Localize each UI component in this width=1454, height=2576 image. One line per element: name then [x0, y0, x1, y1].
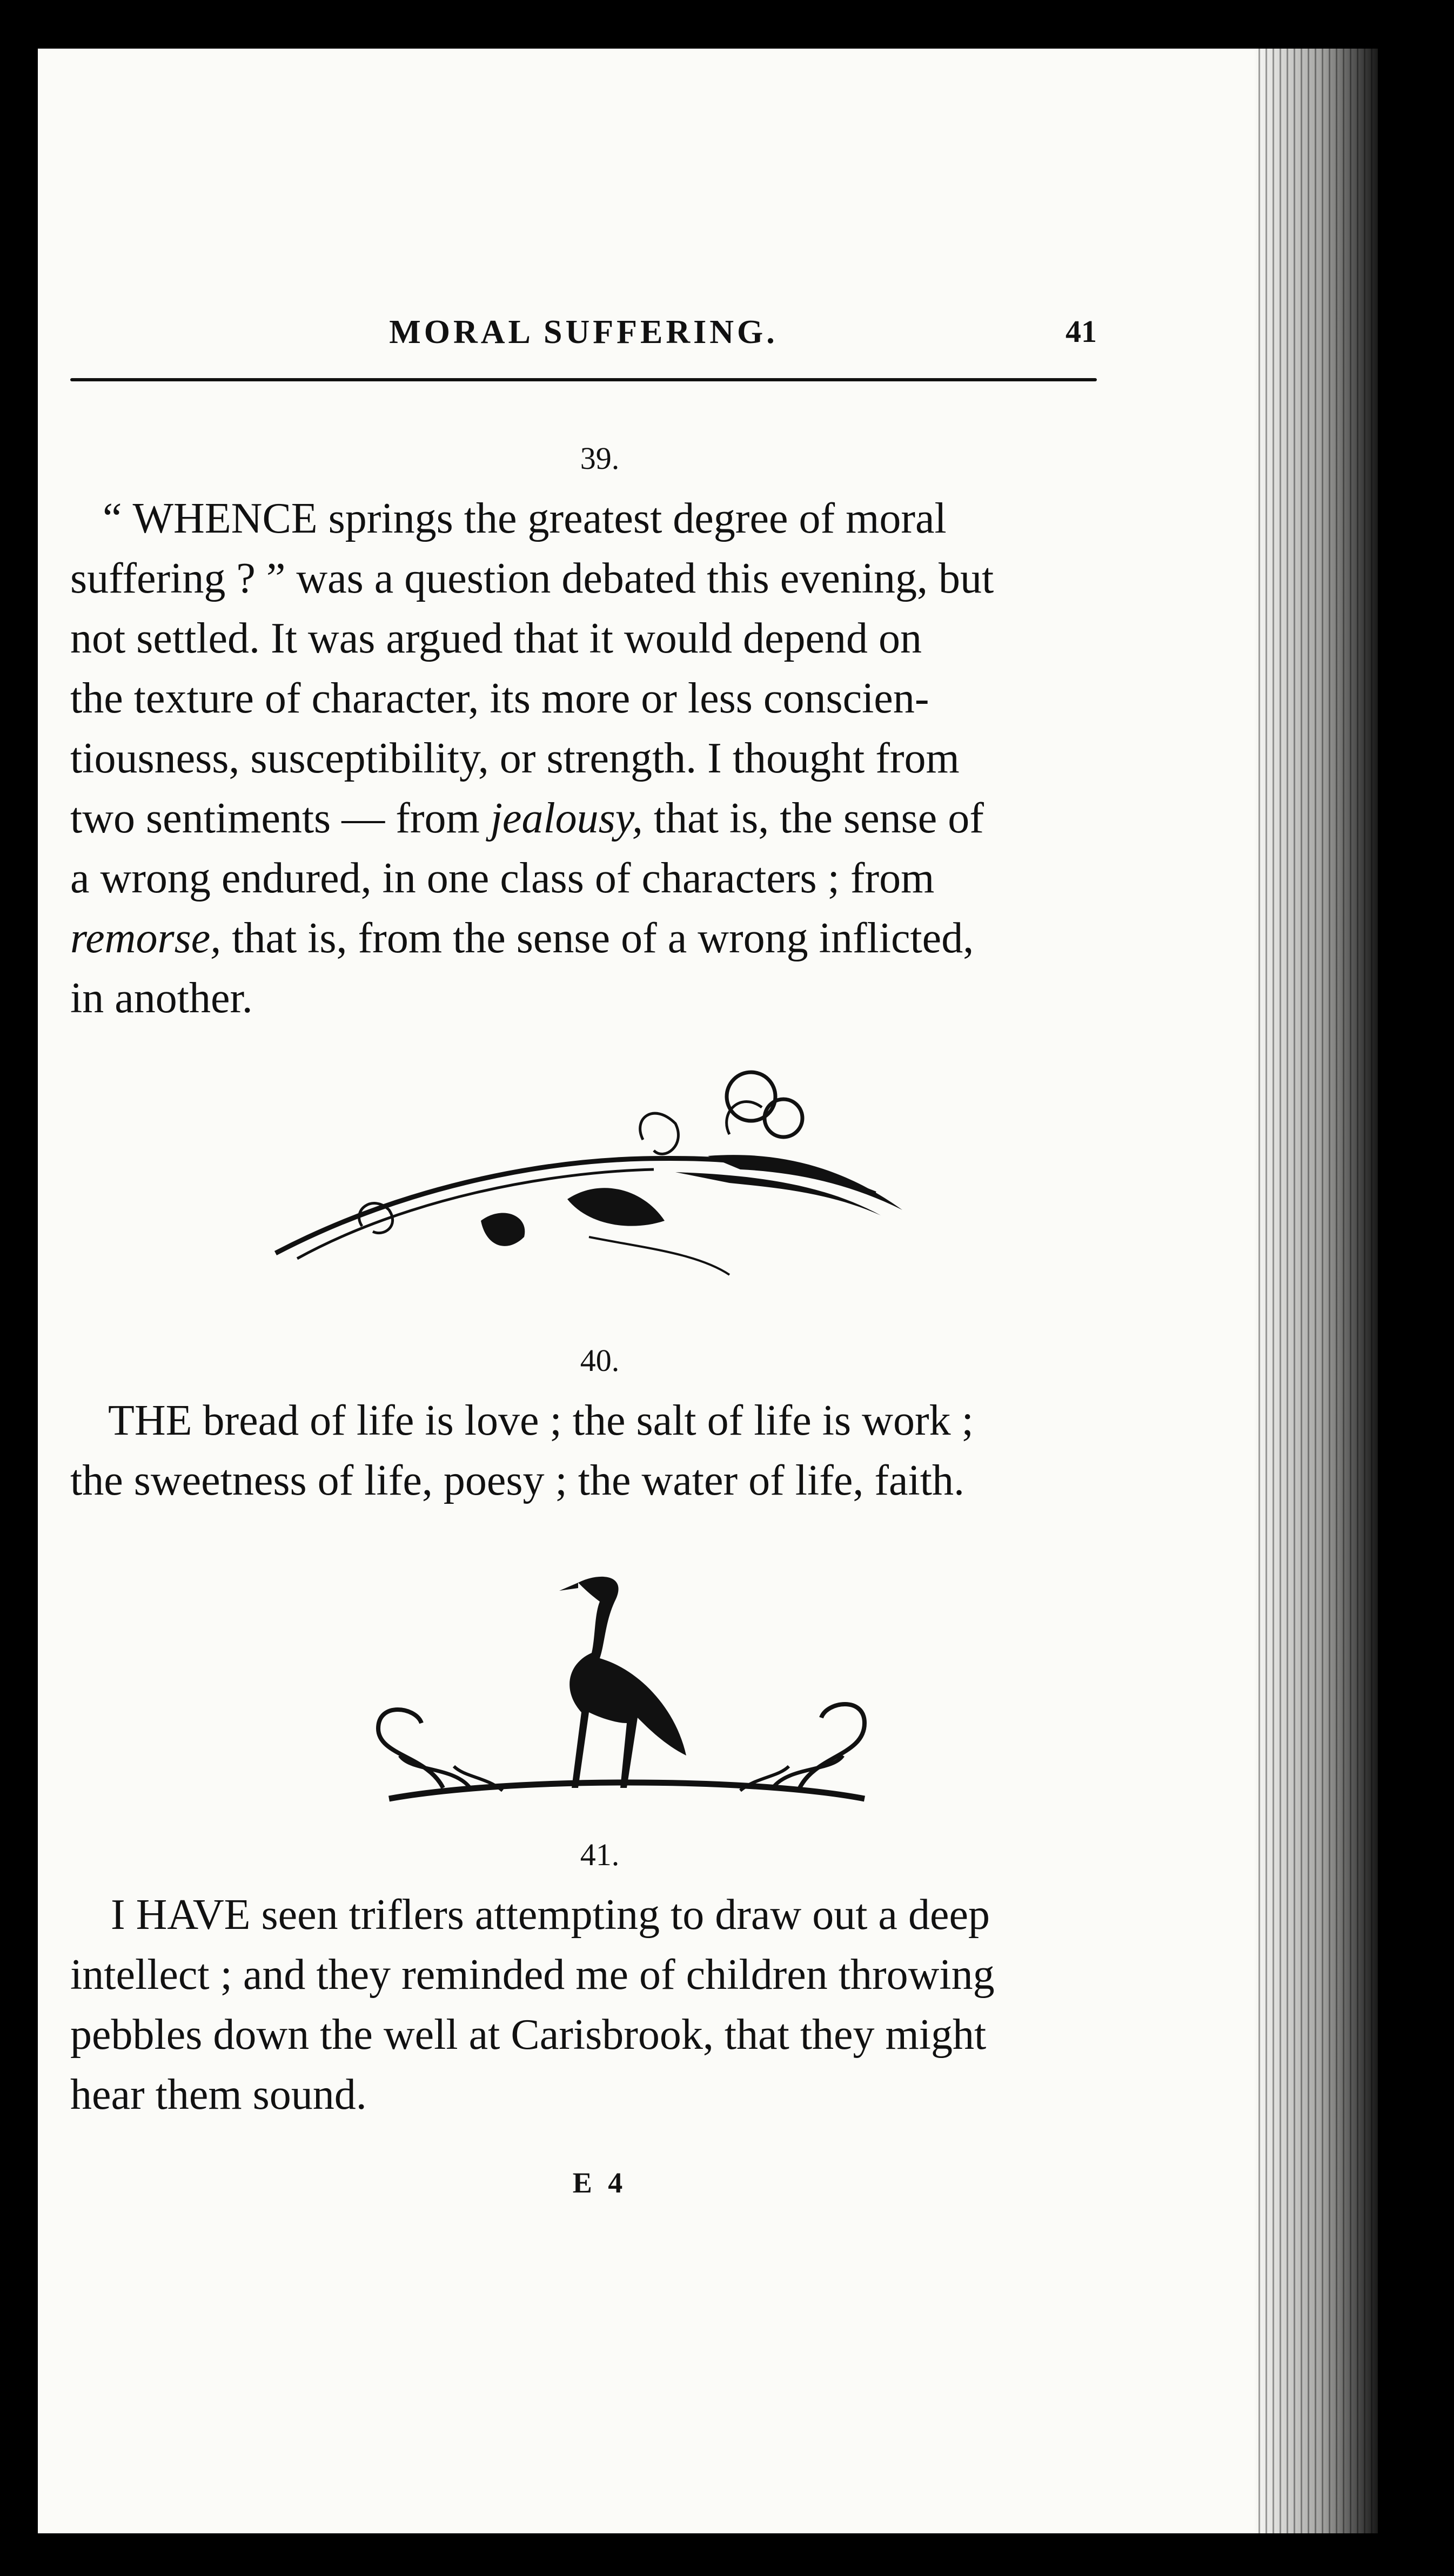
- text-line: THE bread of life is love ; the salt of life is work ;: [108, 1397, 974, 1444]
- text-line: two sentiments — from jealousy, that is, the sense of: [70, 795, 984, 842]
- page-edge-shadow: [1254, 49, 1378, 2533]
- crane-bird-ornament: [346, 1550, 908, 1810]
- text-line: the sweetness of life, poesy ; the water of life, faith.: [70, 1457, 964, 1504]
- section-41-text: [70, 1885, 1129, 2125]
- text-line: “ WHENCE springs the greatest degree of moral: [103, 495, 947, 542]
- section-number-41: 41.: [580, 1837, 620, 1872]
- section-number-40: 40.: [580, 1343, 620, 1378]
- running-title: MORAL SUFFERING.: [389, 314, 778, 351]
- text-line: tiousness, susceptibility, or strength. I thought from: [70, 735, 960, 782]
- signature-mark: E 4: [572, 2167, 627, 2199]
- text-line: hear them sound.: [70, 2071, 367, 2118]
- vine-wheat-ornament: [265, 1059, 935, 1313]
- section-40-text: [70, 1391, 1129, 1511]
- text-line: a wrong endured, in one class of characters ; from: [70, 855, 935, 902]
- running-head: [70, 313, 1097, 384]
- text-line: in another.: [70, 974, 253, 1022]
- text-line: suffering ? ” was a question debated this evening, but: [70, 555, 994, 602]
- text-line: the texture of character, its more or less conscien-: [70, 675, 929, 722]
- text-line: intellect ; and they reminded me of children throwing: [70, 1951, 995, 1999]
- page-number: 41: [1066, 314, 1097, 349]
- section-39-text: [70, 489, 1129, 1028]
- section-number-39: 39.: [580, 441, 620, 476]
- book-page: [38, 49, 1378, 2533]
- text-line: not settled. It was argued that it would depend on: [70, 615, 922, 662]
- text-line: I HAVE seen triflers attempting to draw out a deep: [111, 1891, 990, 1939]
- header-rule: [70, 378, 1097, 381]
- text-line: pebbles down the well at Carisbrook, that they might: [70, 2011, 987, 2059]
- text-line: remorse, that is, from the sense of a wrong inflicted,: [70, 914, 974, 962]
